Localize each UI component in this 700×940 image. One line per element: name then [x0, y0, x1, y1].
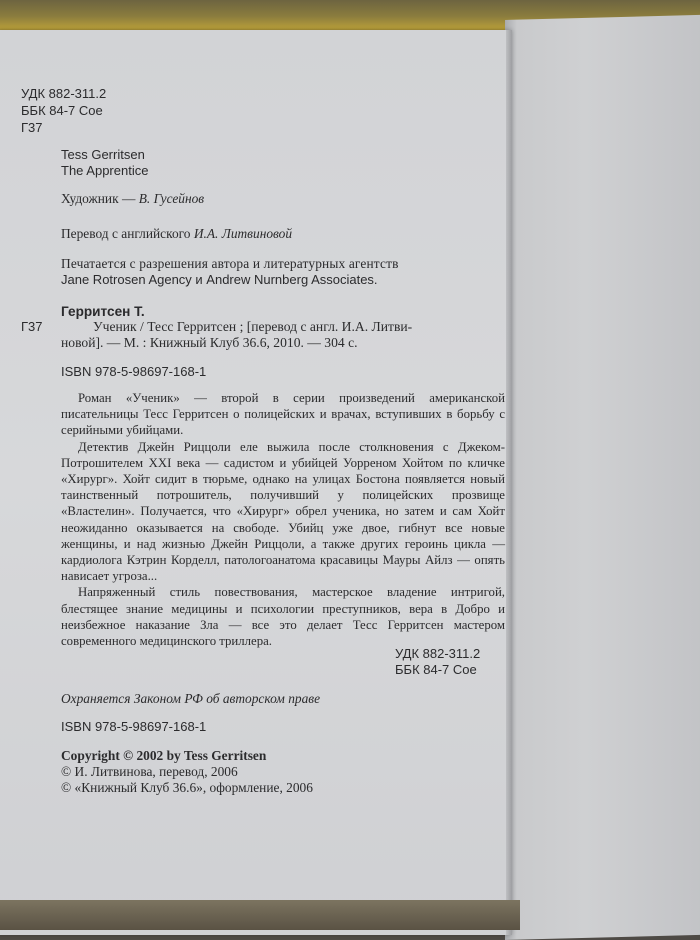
artist-credit	[61, 191, 204, 207]
next-page	[505, 15, 700, 940]
catalog-isbn: ISBN 978-5-98697-168-1	[61, 364, 207, 379]
catalog-sign: Г37	[21, 319, 43, 334]
page-edge	[506, 30, 512, 935]
bbk-code: ББК 84-7 Сое	[21, 103, 103, 118]
artist-label: Художник —	[61, 191, 139, 206]
annotation	[61, 390, 505, 649]
catalog-description-1: Ученик / Тесс Герритсен ; [перевод с англ. И.А. Литви-	[93, 319, 413, 334]
udk-code-bottom: УДК 882-311.2	[395, 646, 481, 661]
annotation-paragraph-3: Напряженный стиль повествования, мастерское владение интригой, блестящее знание медицины и психологии преступников, вера в Добро и неизбежное наказание Зла — все это делает Тесс Герритсен мастером современного медицинского триллера.	[61, 585, 505, 649]
author-sign: Г37	[21, 120, 43, 135]
permission-line-2: Jane Rotrosen Agency и Andrew Nurnberg Associates.	[61, 272, 378, 287]
translation-credit	[61, 226, 292, 242]
isbn-bottom: ISBN 978-5-98697-168-1	[61, 719, 207, 734]
copyright-line-1: Copyright © 2002 by Tess Gerritsen	[61, 748, 267, 763]
udk-code: УДК 882-311.2	[21, 86, 107, 101]
translation-label: Перевод с английского	[61, 226, 194, 241]
book-bottom-edge	[0, 900, 520, 930]
annotation-paragraph-1: Роман «Ученик» — второй в серии произведений американской писательницы Тесс Герритсен о полицейских и врачах, вступивших в борьбу с серийными убийцами.	[61, 391, 505, 438]
copyright-line-3: © «Книжный Клуб 36.6», оформление, 2006	[61, 780, 313, 795]
annotation-paragraph-2: Детектив Джейн Риццоли еле выжила после столкновения с Джеком-Потрошителем XXI века — садистом и убийцей Уорреном Хойтом по кличке «Хирург». Хойт сидит в тюрьме, однако на улицах Бостона появляется новый таинственный потрошитель, получивший у полицейских прозвище «Властелин». Получается, что «Хирург» обрел ученика, но затем и сам Хойт неожиданно оказывается на свободе. Убийц уже двое, гибнут все новые женщины, и над жизнью Джейн Риццоли, а также других героинь цикла — кардиолога Кэтрин Корделл, патологоанатома красавицы Мауры Айлз — опять нависает угроза...	[61, 439, 505, 584]
copyright-notice: Охраняется Законом РФ об авторском праве	[61, 691, 321, 706]
translator-name: И.А. Литвиновой	[193, 226, 293, 241]
permission-line-1: Печатается с разрешения автора и литературных агентств	[61, 256, 399, 271]
copyright-line-2: © И. Литвинова, перевод, 2006	[61, 764, 238, 779]
bbk-code-bottom: ББК 84-7 Сое	[395, 662, 477, 677]
artist-name: В. Гусейнов	[138, 191, 205, 206]
original-author: Tess Gerritsen	[61, 147, 145, 162]
catalog-author: Герритсен Т.	[61, 304, 145, 319]
catalog-description-2: новой]. — М. : Книжный Клуб 36.6, 2010. — 304 с.	[61, 335, 358, 350]
original-title: The Apprentice	[61, 163, 149, 178]
